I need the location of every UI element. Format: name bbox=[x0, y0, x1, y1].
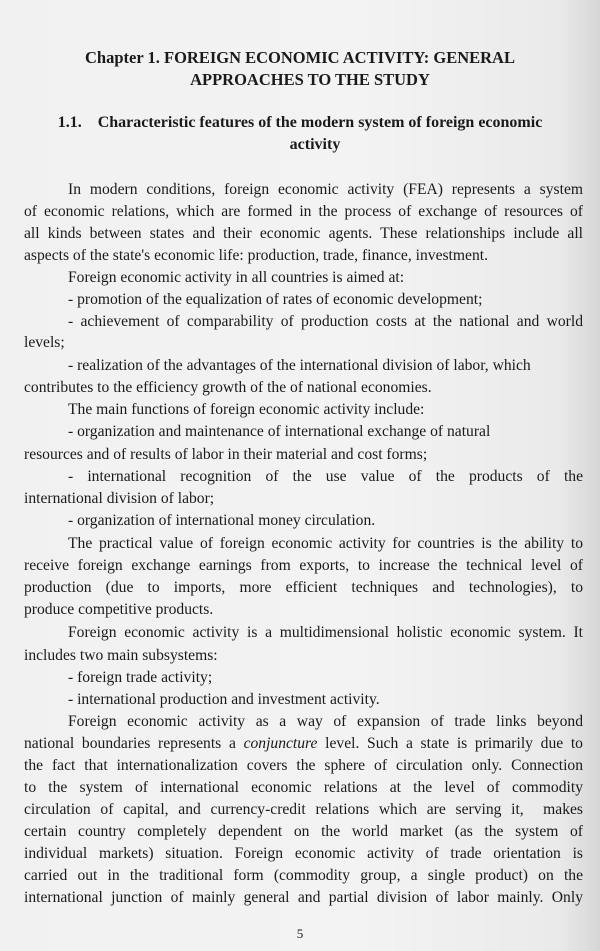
body-line: produce competitive products. bbox=[24, 601, 214, 618]
text-segment: level. Such a state is primarily due to bbox=[317, 735, 583, 752]
bullet-line: - organization of international money circulation. bbox=[68, 512, 376, 529]
body-line: Foreign economic activity in all countries is aimed at: bbox=[68, 269, 405, 286]
text-segment: national boundaries represents a bbox=[24, 735, 244, 752]
body-line: The practical value of foreign economic activity for countries is the ability to bbox=[68, 535, 583, 552]
chapter-title-line-2: APPROACHES TO THE STUDY bbox=[190, 70, 430, 89]
body-line: receive foreign exchange earnings from exports, to increase the technical level of bbox=[24, 557, 583, 574]
bullet-line: - international recognition of the use value of the products of the bbox=[68, 468, 583, 485]
body-line: certain country completely dependent on the world market (as the system of bbox=[24, 823, 583, 840]
body-line: levels; bbox=[24, 334, 65, 351]
bullet-line: - achievement of comparability of production costs at the national and world bbox=[68, 313, 583, 330]
bullet-line: - international production and investment activity. bbox=[68, 691, 380, 708]
body-line bbox=[24, 734, 583, 754]
body-line: resources and of results of labor in their material and cost forms; bbox=[24, 446, 428, 463]
body-line: The main functions of foreign economic activity include: bbox=[68, 401, 425, 418]
section-title-line-1: 1.1. Characteristic features of the modern system of foreign economic bbox=[57, 114, 543, 131]
body-line: to the system of international economic relations at the level of commodity bbox=[24, 779, 583, 796]
body-line: includes two main subsystems: bbox=[24, 647, 218, 664]
body-line: carried out in the traditional form (commodity group, a single product) on the bbox=[24, 867, 583, 884]
body-line: individual markets) situation. Foreign economic activity of trade orientation is bbox=[24, 845, 583, 862]
chapter-title-line-1: Chapter 1. FOREIGN ECONOMIC ACTIVITY: GENERAL bbox=[85, 48, 515, 67]
body-line: international division of labor; bbox=[24, 490, 215, 507]
body-line: In modern conditions, foreign economic activity (FEA) represents a system bbox=[68, 181, 583, 198]
bullet-line: - foreign trade activity; bbox=[68, 669, 213, 686]
body-line: Foreign economic activity is a multidimensional holistic economic system. It bbox=[68, 624, 583, 641]
body-line: Foreign economic activity as a way of expansion of trade links beyond bbox=[68, 713, 583, 730]
section-title-line-2: activity bbox=[289, 136, 341, 153]
body-line: international junction of mainly general and partial division of labor mainly. Only bbox=[24, 889, 583, 906]
body-line: production (due to imports, more efficient techniques and technologies), to bbox=[24, 579, 583, 596]
page-number: 5 bbox=[296, 926, 304, 941]
body-line: contributes to the efficiency growth of the of national economies. bbox=[24, 379, 432, 396]
body-line: the fact that internationalization covers the sphere of circulation only. Connection bbox=[24, 757, 583, 774]
body-line: all kinds between states and their economic agents. These relationships include all bbox=[24, 225, 583, 242]
italic-term: conjuncture bbox=[243, 735, 318, 752]
bullet-line: - promotion of the equalization of rates of economic development; bbox=[68, 291, 483, 308]
body-line: circulation of capital, and currency-credit relations which are serving it, makes bbox=[24, 801, 583, 818]
body-line: of economic relations, which are formed in the process of exchange of resources of bbox=[24, 203, 583, 220]
body-line: aspects of the state's economic life: production, trade, finance, investment. bbox=[24, 247, 488, 264]
bullet-line: - realization of the advantages of the international division of labor, which bbox=[68, 357, 531, 374]
bullet-line: - organization and maintenance of international exchange of natural bbox=[68, 423, 491, 440]
